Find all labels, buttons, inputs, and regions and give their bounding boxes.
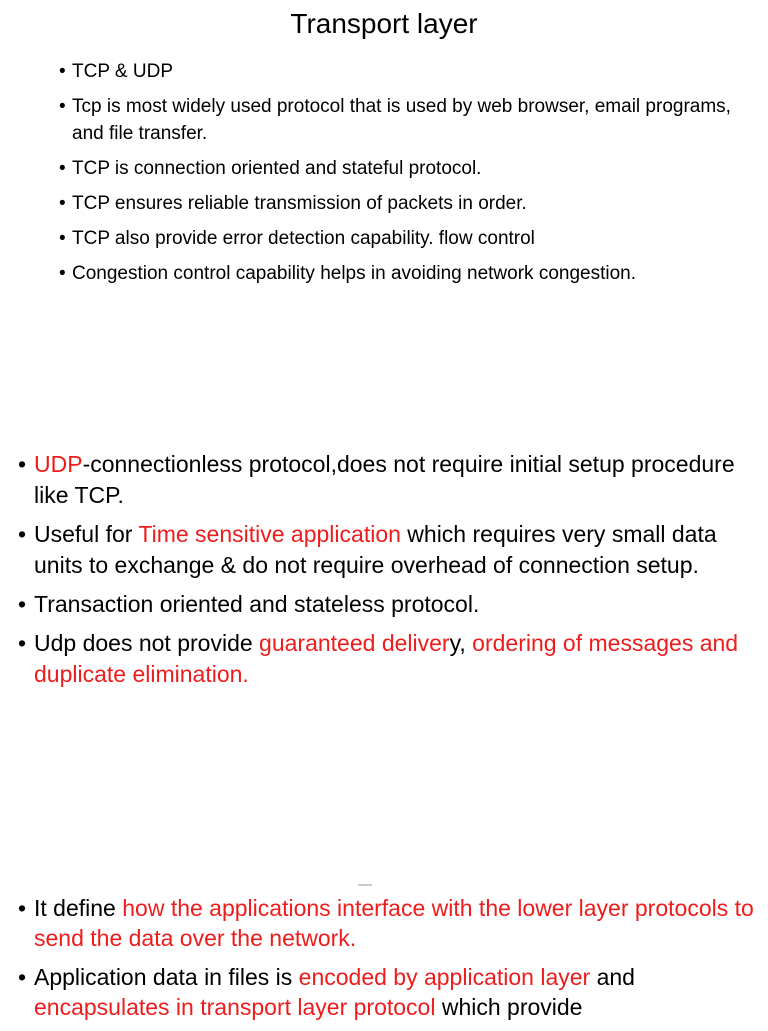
highlight-text: UDP xyxy=(34,451,83,477)
tcp-bullet-list xyxy=(72,58,752,295)
highlight-text: guaranteed deliver xyxy=(259,630,450,656)
list-item: • Congestion control capability helps in avoiding network congestion. xyxy=(72,260,752,287)
body-text: Udp does not provide xyxy=(34,630,260,656)
list-item xyxy=(34,893,754,953)
highlight-text: encoded by application layer xyxy=(298,964,591,990)
highlight-text: ordering of messages and duplicate elimination. xyxy=(34,630,739,687)
udp-bullet-list xyxy=(34,449,754,698)
body-text: Transaction oriented and stateless protocol. xyxy=(34,591,480,617)
body-text: which provide xyxy=(435,994,583,1020)
highlight-text: how the applications interface with the lower layer protocols to send the data over the network. xyxy=(34,895,754,951)
transport-bullet-list xyxy=(34,893,754,1031)
list-item: • TCP is connection oriented and stateful protocol. xyxy=(72,155,752,182)
body-text: and xyxy=(590,964,635,990)
body-text: y, xyxy=(449,630,473,656)
list-item: • TCP also provide error detection capability. flow control xyxy=(72,225,752,252)
body-text: Application data in files is xyxy=(34,964,299,990)
faint-mark xyxy=(358,884,372,886)
highlight-text: encapsulates in transport layer protocol xyxy=(34,994,436,1020)
highlight-text: Time sensitive application xyxy=(138,521,401,547)
list-item: • Tcp is most widely used protocol that is used by web browser, email programs, and file transfer. xyxy=(72,93,752,147)
body-text: -connectionless protocol,does not require initial setup procedure like TCP. xyxy=(34,451,735,508)
body-text: which requires very small data units to exchange & do not require overhead of connection setup. xyxy=(34,521,717,578)
list-item xyxy=(34,628,754,690)
page-title: Transport layer xyxy=(290,8,478,39)
list-item: • TCP & UDP xyxy=(72,58,752,85)
list-item xyxy=(34,589,754,620)
body-text: It define xyxy=(34,895,123,921)
list-item xyxy=(34,449,754,511)
list-item xyxy=(34,962,754,1022)
list-item xyxy=(34,519,754,581)
list-item: • TCP ensures reliable transmission of packets in order. xyxy=(72,190,752,217)
body-text: Useful for xyxy=(34,521,139,547)
